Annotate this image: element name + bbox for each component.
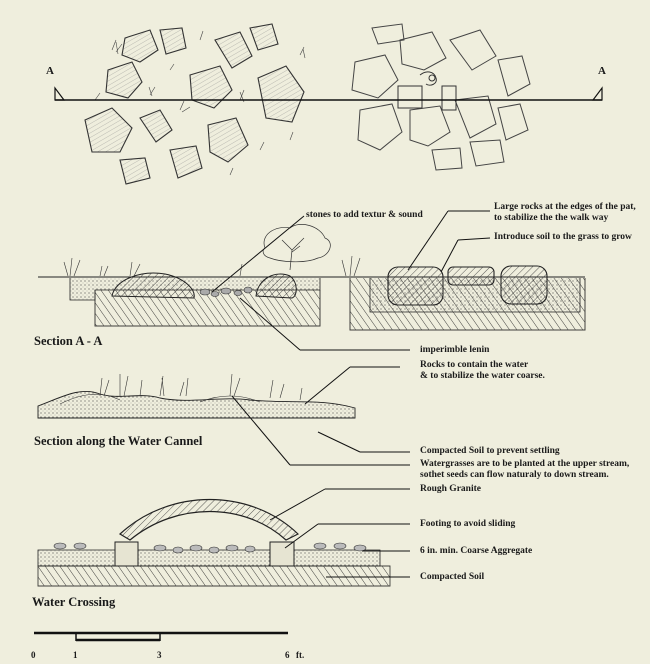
- plan-view: [55, 24, 602, 184]
- plan-marker-left: A: [46, 65, 54, 77]
- label-aggregate: 6 in. min. Coarse Aggregate: [420, 546, 533, 556]
- crossing-drawing: [38, 489, 410, 586]
- label-introduce-soil: Introduce soil to the grass to grow: [494, 232, 632, 242]
- plan-marker-right: A: [598, 65, 606, 77]
- scale-tick-0: 0: [31, 650, 36, 660]
- label-large-rocks-2: to stabilize the the walk way: [494, 213, 609, 223]
- label-large-rocks-1: Large rocks at the edges of the pat,: [494, 202, 636, 212]
- label-compacted-prevent: Compacted Soil to prevent settling: [420, 446, 560, 456]
- scale-bar-graphic: [34, 633, 288, 641]
- section-a-title: Section A - A: [34, 334, 103, 348]
- canal-section-title: Section along the Water Cannel: [34, 434, 203, 448]
- label-rocks-contain-1: Rocks to contain the water: [420, 360, 529, 370]
- label-compacted-soil: Compacted Soil: [420, 572, 485, 582]
- label-watergrasses-1: Watergrasses are to be planted at the upper stream,: [420, 459, 630, 469]
- crossing-title: Water Crossing: [32, 595, 116, 609]
- scale-tick-3: 3: [157, 650, 162, 660]
- canal-section-drawing: [38, 367, 410, 465]
- label-rocks-contain-2: & to stabilize the water coarse.: [420, 371, 545, 381]
- label-rough-granite: Rough Granite: [420, 484, 481, 494]
- scale-tick-1: 1: [73, 650, 78, 660]
- label-imperimble: imperimble lenin: [420, 345, 490, 355]
- label-watergrasses-2: sothet seeds can flow naturaly to down stream.: [420, 470, 609, 480]
- label-footing: Footing to avoid sliding: [420, 519, 516, 529]
- label-stones: stones to add textur & sound: [306, 210, 423, 220]
- scale-unit: ft.: [296, 650, 305, 660]
- scale-tick-6: 6: [285, 650, 290, 660]
